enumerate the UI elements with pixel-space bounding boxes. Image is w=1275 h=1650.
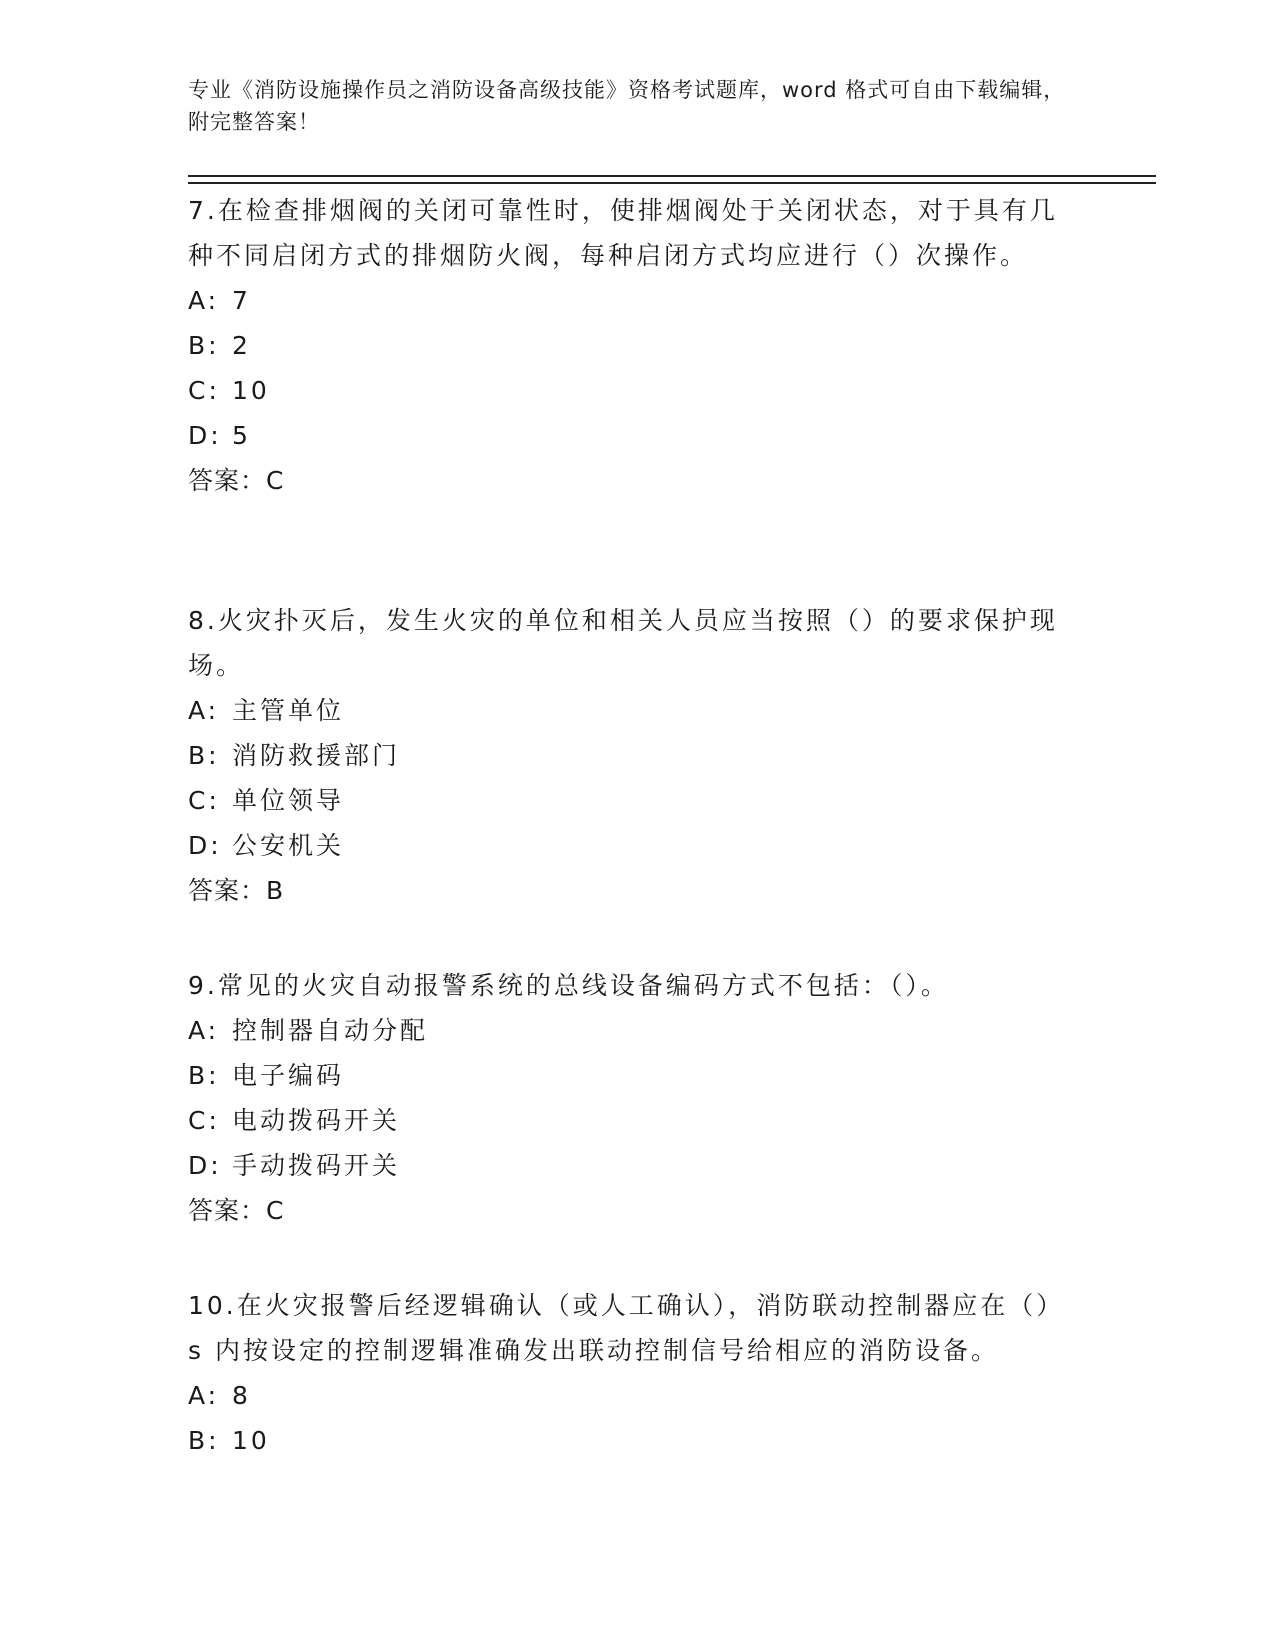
- option-letter: B:: [188, 741, 220, 770]
- option-text: 5: [232, 421, 251, 450]
- option-text: 公安机关: [232, 831, 345, 860]
- option-letter: D:: [188, 421, 222, 450]
- option-letter: A:: [188, 1016, 220, 1045]
- option-letter: D:: [188, 831, 222, 860]
- question-text: 8.火灾扑灭后，发生火灾的单位和相关人员应当按照（）的要求保护现场。: [188, 606, 1058, 680]
- header-divider-bottom: [188, 182, 1156, 184]
- option-letter: B:: [188, 331, 220, 360]
- option-a: [188, 688, 1068, 733]
- question-text: 7.在检查排烟阀的关闭可靠性时，使排烟阀处于关闭状态，对于具有几种不同启闭方式的排烟防火阀，每种启闭方式均应进行（）次操作。: [188, 196, 1058, 270]
- question-7: [188, 188, 1068, 503]
- option-letter: B:: [188, 1426, 220, 1455]
- option-text: 单位领导: [232, 786, 345, 815]
- option-text: 手动拨码开关: [232, 1151, 401, 1180]
- question-text: 9.常见的火灾自动报警系统的总线设备编码方式不包括：（）。: [188, 971, 949, 1000]
- option-c: [188, 1098, 1068, 1143]
- option-text: 2: [232, 331, 251, 360]
- answer-line: 答案：B: [188, 876, 285, 905]
- answer-line: 答案：C: [188, 1196, 285, 1225]
- option-letter: D:: [188, 1151, 222, 1180]
- option-letter: A:: [188, 696, 220, 725]
- option-c: [188, 778, 1068, 823]
- option-text: 7: [232, 286, 251, 315]
- question-8: [188, 598, 1068, 913]
- question-10: [188, 1283, 1068, 1463]
- option-letter: C:: [188, 786, 220, 815]
- header-divider-top: [188, 175, 1156, 177]
- option-letter: C:: [188, 376, 220, 405]
- option-d: [188, 823, 1068, 868]
- option-text: 主管单位: [232, 696, 345, 725]
- document-header: 专业《消防设施操作员之消防设备高级技能》资格考试题库，word 格式可自由下载编辑，附完整答案！: [188, 78, 1066, 134]
- option-letter: A:: [188, 286, 220, 315]
- option-a: [188, 1373, 1068, 1418]
- option-text: 8: [232, 1381, 251, 1410]
- option-text: 控制器自动分配: [232, 1016, 429, 1045]
- option-c: [188, 368, 1068, 413]
- option-b: [188, 733, 1068, 778]
- question-9: [188, 963, 1068, 1233]
- option-text: 电动拨码开关: [232, 1106, 401, 1135]
- option-b: [188, 323, 1068, 368]
- option-d: [188, 1143, 1068, 1188]
- option-letter: B:: [188, 1061, 220, 1090]
- option-letter: C:: [188, 1106, 220, 1135]
- option-letter: A:: [188, 1381, 220, 1410]
- option-d: [188, 413, 1068, 458]
- option-a: [188, 1008, 1068, 1053]
- option-a: [188, 278, 1068, 323]
- question-text: 10.在火灾报警后经逻辑确认（或人工确认），消防联动控制器应在（）s 内按设定的控制逻辑准确发出联动控制信号给相应的消防设备。: [188, 1291, 1065, 1365]
- option-text: 10: [232, 1426, 270, 1455]
- option-text: 10: [232, 376, 270, 405]
- option-b: [188, 1418, 1068, 1463]
- option-text: 电子编码: [232, 1061, 345, 1090]
- answer-line: 答案：C: [188, 466, 285, 495]
- option-text: 消防救援部门: [232, 741, 401, 770]
- option-b: [188, 1053, 1068, 1098]
